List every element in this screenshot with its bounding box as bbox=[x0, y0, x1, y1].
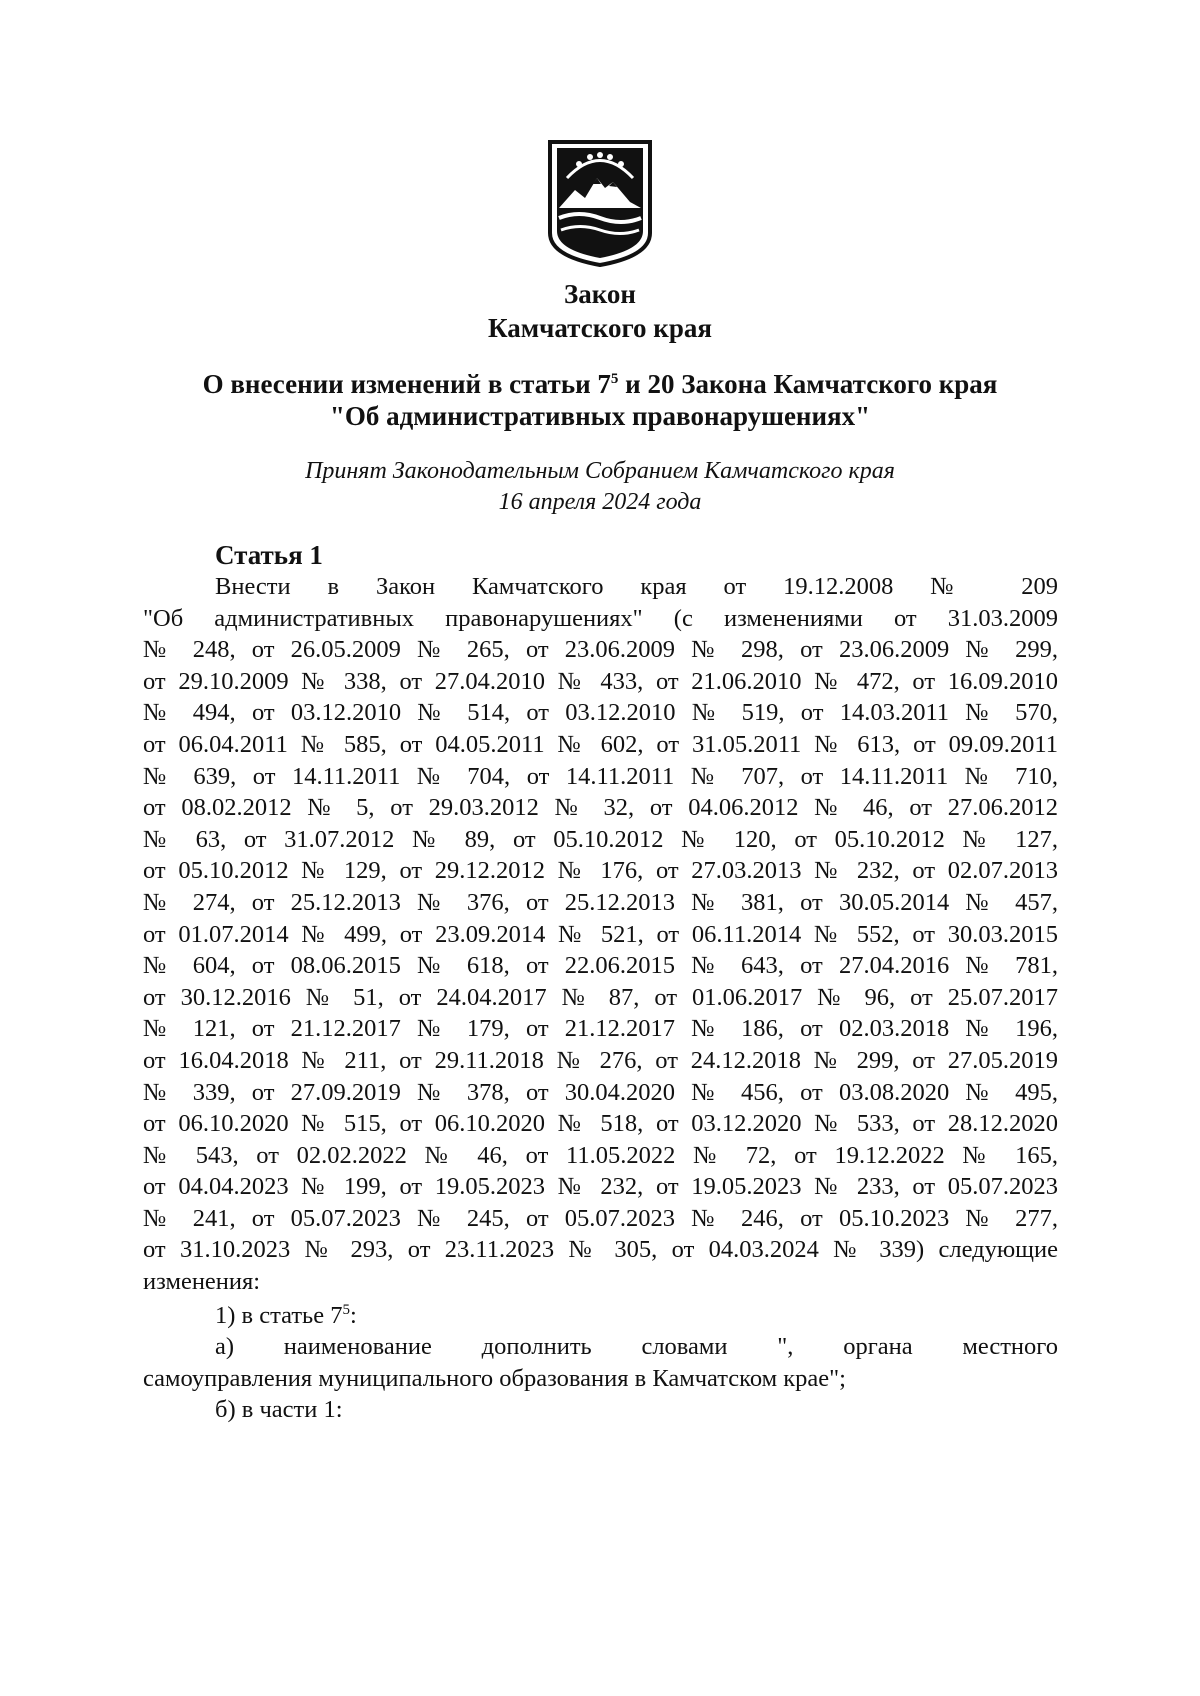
article-line: от 08.02.2012 № 5, от 29.03.2012 № 32, от 04.06.2012 № 46, от 27.06.2012 bbox=[143, 794, 1058, 822]
article-line: "Об административных правонарушениях" (с изменениями от 31.03.2009 bbox=[143, 604, 1058, 632]
article-heading: Статья 1 bbox=[215, 540, 323, 570]
article-line: от 01.07.2014 № 499, от 23.09.2014 № 521, от 06.11.2014 № 552, от 30.03.2015 bbox=[143, 920, 1058, 948]
adopted-by: Принят Законодательным Собранием Камчатского края bbox=[305, 458, 895, 484]
article-line: № 241, от 05.07.2023 № 245, от 05.07.2023 № 246, от 05.10.2023 № 277, bbox=[143, 1204, 1058, 1232]
article-line: от 30.12.2016 № 51, от 24.04.2017 № 87, от 01.06.2017 № 96, от 25.07.2017 bbox=[143, 983, 1058, 1011]
article-line: № 494, от 03.12.2010 № 514, от 03.12.2010 № 519, от 14.03.2011 № 570, bbox=[143, 699, 1058, 727]
article-body bbox=[143, 571, 1058, 1298]
article-section bbox=[143, 540, 1058, 1426]
item-a-line2: самоуправления муниципального образования в Камчатском крае"; bbox=[143, 1364, 846, 1392]
document-title-line2: "Об административных правонарушениях" bbox=[329, 401, 871, 431]
article-line: № 63, от 31.07.2012 № 89, от 05.10.2012 № 120, от 05.10.2012 № 127, bbox=[143, 825, 1058, 853]
article-line: от 06.04.2011 № 585, от 04.05.2011 № 602, от 31.05.2011 № 613, от 09.09.2011 bbox=[143, 730, 1058, 758]
document-type: Закон bbox=[563, 279, 636, 309]
article-line: от 29.10.2009 № 338, от 27.04.2010 № 433, от 21.06.2010 № 472, от 16.09.2010 bbox=[143, 667, 1058, 695]
article-line: № 543, от 02.02.2022 № 46, от 11.05.2022 № 72, от 19.12.2022 № 165, bbox=[143, 1141, 1058, 1169]
article-line: от 06.10.2020 № 515, от 06.10.2020 № 518, от 03.12.2020 № 533, от 28.12.2020 bbox=[143, 1110, 1058, 1138]
title-superscript: 5 bbox=[610, 371, 619, 387]
item-a bbox=[143, 1331, 1058, 1394]
article-line: от 16.04.2018 № 211, от 29.11.2018 № 276, от 24.12.2018 № 299, от 27.05.2019 bbox=[143, 1046, 1058, 1074]
article-line: № 274, от 25.12.2013 № 376, от 25.12.2013 № 381, от 30.05.2014 № 457, bbox=[143, 888, 1058, 916]
article-line: № 604, от 08.06.2015 № 618, от 22.06.2015 № 643, от 27.04.2016 № 781, bbox=[143, 952, 1058, 980]
kamchatka-coat-of-arms-icon bbox=[545, 138, 655, 268]
article-line: № 339, от 27.09.2019 № 378, от 30.04.2020 № 456, от 03.08.2020 № 495, bbox=[143, 1078, 1058, 1106]
article-line: изменения: bbox=[143, 1268, 261, 1296]
article-line: от 04.04.2023 № 199, от 19.05.2023 № 232, от 19.05.2023 № 233, от 05.07.2023 bbox=[143, 1173, 1058, 1201]
item-b: б) в части 1: bbox=[215, 1396, 343, 1424]
article-line: № 121, от 21.12.2017 № 179, от 21.12.2017 № 186, от 02.03.2018 № 196, bbox=[143, 1015, 1058, 1043]
article-line: № 639, от 14.11.2011 № 704, от 14.11.2011 № 707, от 14.11.2011 № 710, bbox=[143, 762, 1058, 790]
adopted-date: 16 апреля 2024 года bbox=[498, 489, 702, 515]
document-region: Камчатского края bbox=[488, 313, 712, 343]
article-line: от 31.10.2023 № 293, от 23.11.2023 № 305, от 04.03.2024 № 339) следующие bbox=[143, 1236, 1058, 1264]
item-1: 1) в статье $7^5$: bbox=[215, 1301, 357, 1329]
article-line: Внести в Закон Камчатского края от 19.12.2008 № 209 bbox=[215, 573, 1058, 600]
document-title-line1: О внесении изменений в статьи $7^5$ и 20 Закона Камчатского края bbox=[202, 369, 998, 399]
item-a-line1: а) наименование дополнить словами ", органа местного bbox=[215, 1333, 1058, 1361]
article-line: от 05.10.2012 № 129, от 29.12.2012 № 176, от 27.03.2013 № 232, от 02.07.2013 bbox=[143, 857, 1058, 885]
article-line: № 248, от 26.05.2009 № 265, от 23.06.2009 № 298, от 23.06.2009 № 299, bbox=[143, 636, 1058, 664]
